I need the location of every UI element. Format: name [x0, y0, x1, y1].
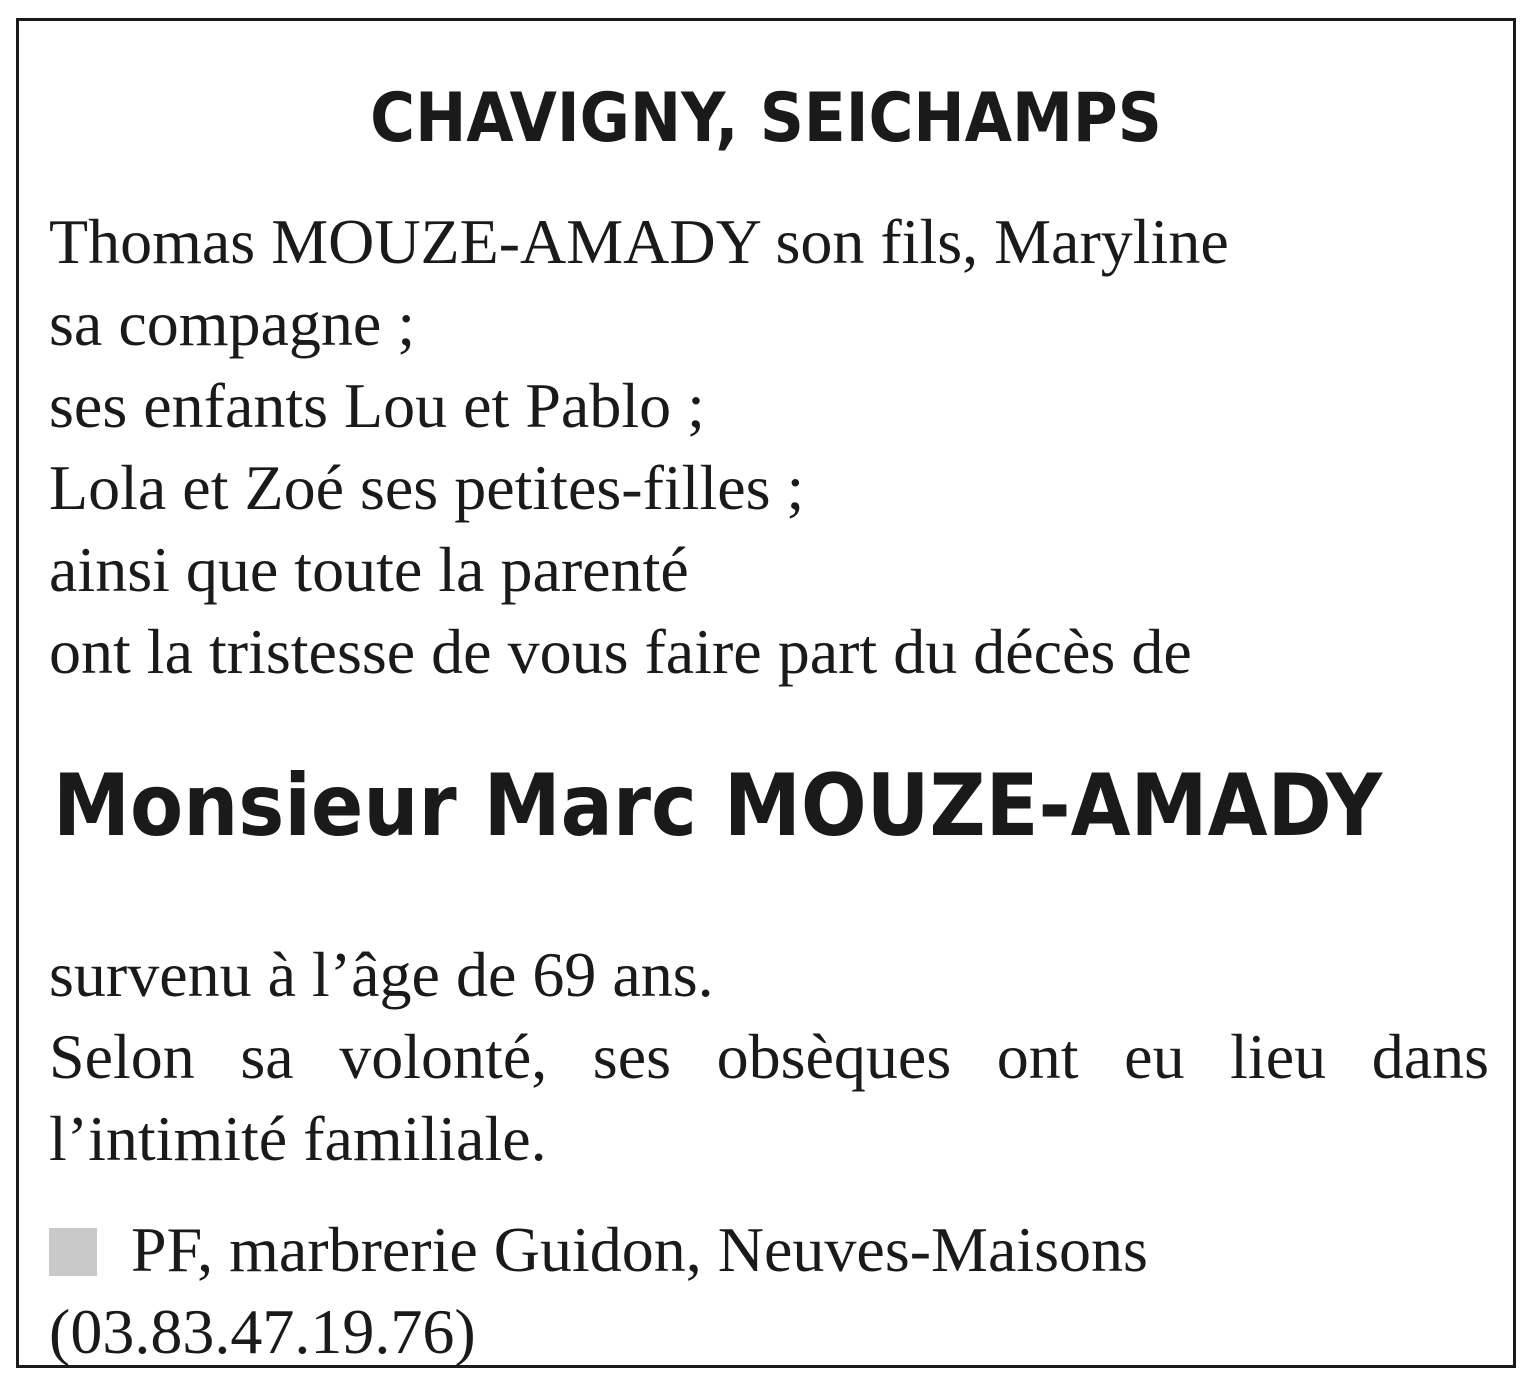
family-announcement	[49, 201, 1493, 693]
gray-square-icon	[49, 1228, 97, 1276]
death-details	[49, 934, 1493, 1180]
obituary-notice	[16, 18, 1516, 1368]
detail-line: Selon sa volonté, ses obsèques ont eu lieu dans	[49, 1021, 1489, 1092]
notice-location-heading: CHAVIGNY, SEICHAMPS	[370, 79, 1162, 158]
family-line: ses enfants Lou et Pablo ;	[49, 370, 705, 441]
family-line: Lola et Zoé ses petites-filles ;	[49, 452, 805, 523]
family-line: ont la tristesse de vous faire part du décès de	[49, 616, 1192, 687]
detail-line: l’intimité familiale.	[49, 1103, 547, 1174]
detail-line: survenu à l’âge de 69 ans.	[49, 939, 714, 1010]
deceased-name: Monsieur Marc MOUZE-AMADY	[53, 756, 1383, 856]
family-line: sa compagne ;	[49, 288, 416, 359]
family-line: Thomas MOUZE-AMADY son fils, Maryline	[49, 206, 1229, 277]
family-line: ainsi que toute la parenté	[49, 534, 689, 605]
funeral-home-name: PF, marbrerie Guidon, Neuves-Maisons	[131, 1214, 1148, 1285]
funeral-home-info	[49, 1209, 1148, 1373]
funeral-home-phone: (03.83.47.19.76)	[49, 1296, 476, 1367]
